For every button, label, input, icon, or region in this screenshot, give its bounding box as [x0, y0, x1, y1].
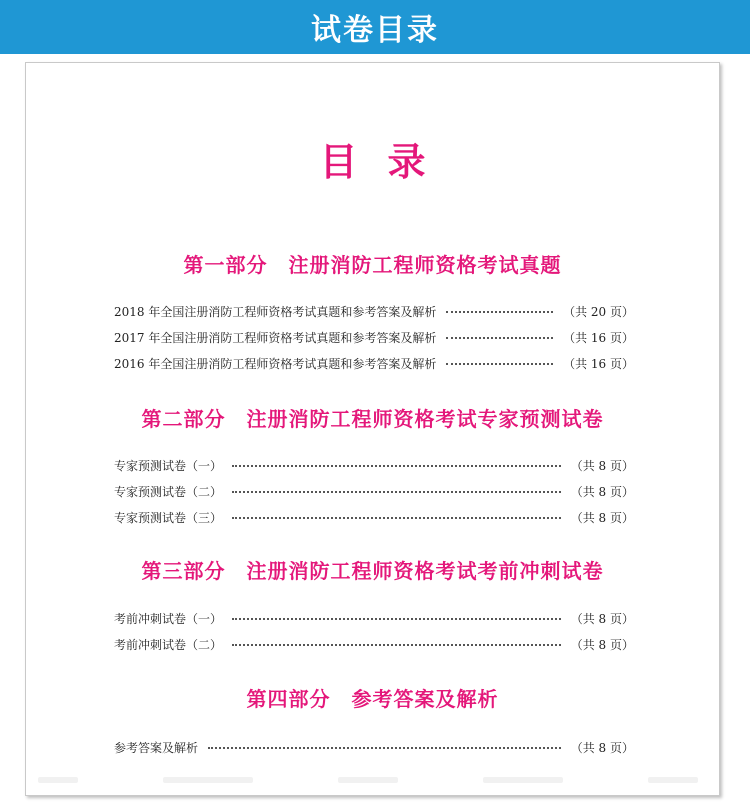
footer-mark [483, 777, 563, 783]
toc-entry[interactable] [114, 455, 634, 475]
header-banner [0, 0, 750, 54]
dot-leader [208, 747, 561, 749]
toc-entry[interactable] [114, 353, 634, 373]
toc-entry[interactable] [114, 327, 634, 347]
toc-entry-label: 专家预测试卷（二） [114, 484, 223, 499]
toc-entry-pages: （共 8 页） [570, 740, 634, 755]
footer-mark [338, 777, 398, 783]
section-heading-1: 第一部分 注册消防工程师资格考试真题 [183, 253, 562, 277]
toc-entry-pages: （共 8 页） [570, 637, 634, 652]
toc-entry[interactable] [114, 634, 634, 654]
section-heading-3: 第三部分 注册消防工程师资格考试考前冲刺试卷 [141, 559, 604, 583]
footer-mark [38, 777, 78, 783]
dot-leader [232, 618, 561, 620]
toc-entry-label: 考前冲刺试卷（二） [114, 637, 223, 652]
dot-leader [446, 311, 553, 313]
toc-entry[interactable] [114, 301, 634, 321]
toc-entry-pages: （共 8 页） [570, 484, 634, 499]
toc-entry-pages: （共 8 页） [570, 510, 634, 525]
dot-leader [232, 465, 561, 467]
toc-entry[interactable] [114, 608, 634, 628]
dot-leader [232, 491, 561, 493]
toc-entry-pages: （共 16 页） [563, 330, 634, 345]
toc-entry-pages: （共 16 页） [563, 356, 634, 371]
dot-leader [232, 517, 561, 519]
toc-entry-label: 专家预测试卷（一） [114, 458, 223, 473]
footer-mark [163, 777, 253, 783]
toc-entry-pages: （共 20 页） [563, 304, 634, 319]
dot-leader [232, 644, 561, 646]
toc-entry-label: 参考答案及解析 [114, 740, 199, 755]
toc-entry[interactable] [114, 737, 634, 757]
toc-entry-label: 2017 年全国注册消防工程师资格考试真题和参考答案及解析 [114, 330, 437, 345]
footer-mark [648, 777, 698, 783]
toc-entry-pages: （共 8 页） [570, 611, 634, 626]
section-heading-4: 第四部分 参考答案及解析 [246, 687, 499, 711]
dot-leader [446, 363, 553, 365]
toc-entry[interactable] [114, 481, 634, 501]
toc-entry-pages: （共 8 页） [570, 458, 634, 473]
dot-leader [446, 337, 553, 339]
toc-title: 目录 [319, 139, 456, 184]
toc-entry-label: 2018 年全国注册消防工程师资格考试真题和参考答案及解析 [114, 304, 437, 319]
faint-page-footer [38, 777, 698, 787]
document-page [25, 62, 720, 796]
toc-entry-label: 2016 年全国注册消防工程师资格考试真题和参考答案及解析 [114, 356, 437, 371]
toc-entry-label: 考前冲刺试卷（一） [114, 611, 223, 626]
toc-entry-label: 专家预测试卷（三） [114, 510, 223, 525]
toc-entry[interactable] [114, 507, 634, 527]
banner-title: 试卷目录 [311, 13, 439, 48]
section-heading-2: 第二部分 注册消防工程师资格考试专家预测试卷 [141, 407, 604, 431]
